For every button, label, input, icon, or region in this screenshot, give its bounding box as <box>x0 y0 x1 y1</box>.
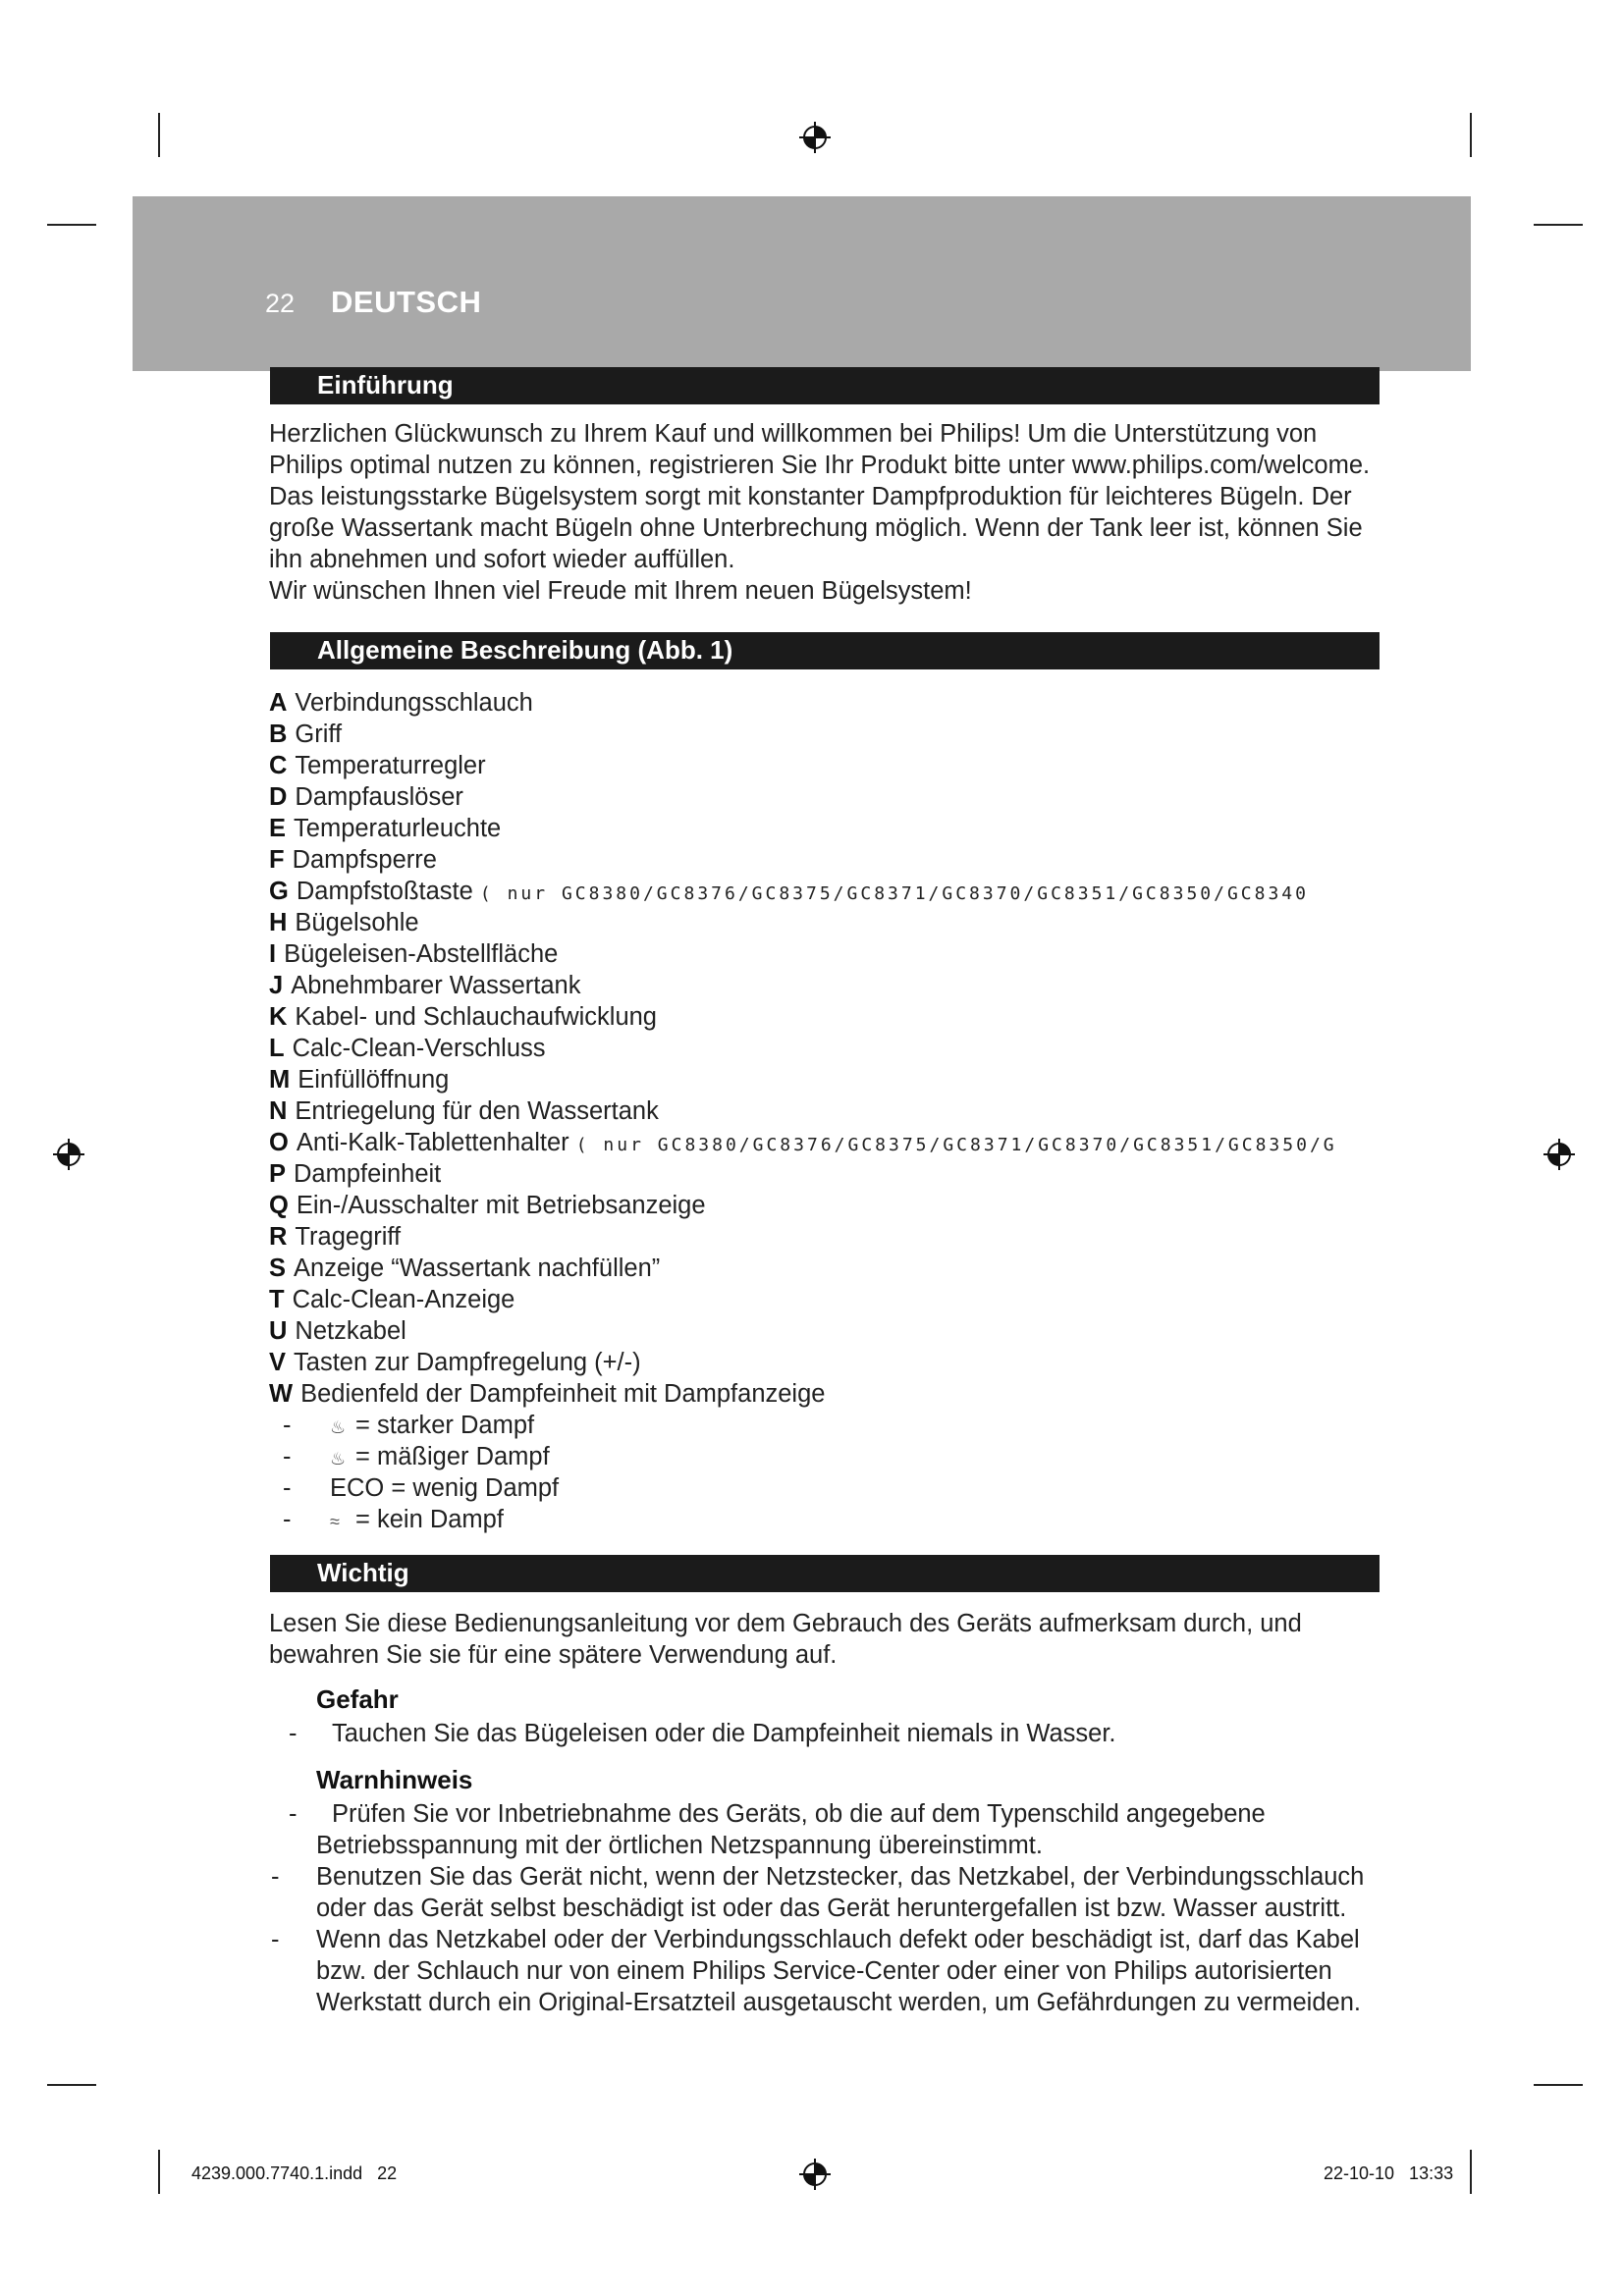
crop-mark-right-upper <box>1534 224 1583 226</box>
warning-bullet <box>289 1798 1266 1861</box>
item-text: Verbindungsschlauch <box>295 689 533 717</box>
warning-bullet <box>271 1861 1365 1924</box>
steam-indicator-list <box>283 1410 559 1535</box>
item-text: Dampfauslöser <box>295 783 463 811</box>
parts-list <box>269 687 1604 1410</box>
list-item <box>269 1033 1604 1064</box>
item-key: C <box>269 752 288 779</box>
item-key: O <box>269 1129 289 1156</box>
text-line: Betriebsspannung mit der örtlichen Netzspannung übereinstimmt. <box>316 1832 1043 1859</box>
item-text: Anzeige “Wassertank nachfüllen” <box>294 1255 661 1282</box>
steam-none-icon: ≈ <box>330 1512 340 1531</box>
list-item <box>269 1221 1604 1253</box>
item-key: U <box>269 1317 288 1345</box>
item-text: ECO = wenig Dampf <box>330 1474 560 1502</box>
item-text: Anti-Kalk-Tablettenhalter <box>296 1129 569 1156</box>
item-text: Einfüllöffnung <box>298 1066 450 1094</box>
item-key: Q <box>269 1192 289 1219</box>
text-line: Werkstatt durch ein Original-Ersatzteil ausgetauscht werden, um Gefährdungen zu vermeiden. <box>316 1989 1361 2016</box>
crop-mark-bottom-right <box>1470 2150 1472 2194</box>
list-dash: - <box>271 1863 280 1891</box>
item-text: Tasten zur Dampfregelung (+/-) <box>294 1349 641 1376</box>
steam-medium-icon: ♨ <box>330 1449 347 1468</box>
item-key: R <box>269 1223 288 1251</box>
warning-heading: Warnhinweis <box>316 1765 473 1794</box>
section-title: Einführung <box>317 370 454 400</box>
item-key: W <box>269 1380 294 1408</box>
list-item <box>269 719 1604 750</box>
list-item <box>269 1347 1604 1378</box>
item-text: Dampfeinheit <box>294 1160 442 1188</box>
intro-paragraph <box>269 418 1398 607</box>
list-item <box>269 1127 1604 1158</box>
list-item <box>269 907 1604 938</box>
list-item <box>269 813 1604 844</box>
item-text: Griff <box>295 721 343 748</box>
item-key: T <box>269 1286 285 1313</box>
item-key: E <box>269 815 287 842</box>
list-item <box>269 1315 1604 1347</box>
crop-mark-right-lower <box>1534 2084 1583 2086</box>
item-text: Entriegelung für den Wassertank <box>295 1097 659 1125</box>
item-key: H <box>269 909 288 936</box>
text-line: Das leistungsstarke Bügelsystem sorgt mit konstanter Dampfproduktion für leichteres Bügeln. Der <box>269 483 1352 510</box>
item-text: Abnehmbarer Wassertank <box>291 972 581 999</box>
list-item <box>269 1001 1604 1033</box>
section-title: Allgemeine Beschreibung (Abb. 1) <box>317 635 733 665</box>
section-heading-important <box>270 1555 1380 1592</box>
item-text: Tragegriff <box>295 1223 402 1251</box>
item-key: B <box>269 721 288 748</box>
item-key: V <box>269 1349 287 1376</box>
list-item <box>269 1378 1604 1410</box>
item-text: Ein-/Ausschalter mit Betriebsanzeige <box>296 1192 706 1219</box>
item-key: S <box>269 1255 287 1282</box>
registration-mark-icon <box>797 2157 833 2192</box>
crop-mark-top-left <box>158 113 160 157</box>
language-title: DEUTSCH <box>331 285 482 319</box>
text-line: Benutzen Sie das Gerät nicht, wenn der Netzstecker, das Netzkabel, der Verbindungsschlauch <box>316 1863 1365 1891</box>
list-dash: - <box>283 1443 292 1470</box>
warning-bullet <box>271 1924 1361 2018</box>
list-dash: - <box>289 1800 298 1828</box>
text-line: Wir wünschen Ihnen viel Freude mit Ihrem neuen Bügelsystem! <box>269 577 972 605</box>
list-item <box>269 1190 1604 1221</box>
item-key: G <box>269 878 289 905</box>
item-model-note: ( nur GC8380/GC8376/GC8375/GC8371/GC8370/GC8351/GC8350/G <box>575 1135 1337 1155</box>
item-text: Temperaturleuchte <box>294 815 502 842</box>
steam-strong-icon: ♨ <box>330 1417 347 1437</box>
text-line: Philips optimal nutzen zu können, registrieren Sie Ihr Produkt bitte unter www.philips.com/welcome. <box>269 452 1371 479</box>
list-dash: - <box>283 1474 292 1502</box>
item-text: Bedienfeld der Dampfeinheit mit Dampfanzeige <box>300 1380 826 1408</box>
footer-date: 22-10-10 13:33 <box>1324 2163 1454 2183</box>
item-key: K <box>269 1003 288 1031</box>
list-item <box>283 1504 559 1535</box>
text-line: Wenn das Netzkabel oder der Verbindungsschlauch defekt oder beschädigt ist, darf das Kabel <box>316 1926 1360 1953</box>
text-line: große Wassertank macht Bügeln ohne Unterbrechung möglich. Wenn der Tank leer ist, können Sie <box>269 514 1363 542</box>
list-dash: - <box>283 1412 292 1439</box>
item-text: Dampfstoßtaste <box>296 878 473 905</box>
list-item <box>269 1284 1604 1315</box>
text-line: bzw. der Schlauch nur von einem Philips Service-Center oder einer von Philips autorisierten <box>316 1957 1332 1985</box>
item-model-note: ( nur GC8380/GC8376/GC8375/GC8371/GC8370/GC8351/GC8350/GC8340 <box>479 883 1309 904</box>
list-item <box>269 844 1604 876</box>
text-line: Herzlichen Glückwunsch zu Ihrem Kauf und willkommen bei Philips! Um die Unterstützung von <box>269 420 1318 448</box>
important-paragraph <box>269 1608 1398 1671</box>
list-dash: - <box>271 1926 280 1953</box>
item-key: D <box>269 783 288 811</box>
item-key: A <box>269 689 288 717</box>
list-dash: - <box>289 1720 298 1747</box>
list-item <box>269 1064 1604 1095</box>
item-text: Bügeleisen-Abstellfläche <box>284 940 559 968</box>
item-text: Temperaturregler <box>295 752 486 779</box>
list-item <box>283 1410 559 1441</box>
crop-mark-top-right <box>1470 113 1472 157</box>
list-item <box>269 1158 1604 1190</box>
item-key: N <box>269 1097 288 1125</box>
list-item <box>283 1441 559 1472</box>
danger-heading: Gefahr <box>316 1684 399 1714</box>
section-heading-description <box>270 632 1380 669</box>
item-text: = kein Dampf <box>355 1506 504 1533</box>
text-line: ihn abnehmen und sofort wieder auffüllen. <box>269 546 735 573</box>
item-key: F <box>269 846 285 874</box>
registration-mark-icon <box>51 1137 86 1172</box>
crop-mark-left-lower <box>47 2084 96 2086</box>
text-line: oder das Gerät selbst beschädigt ist oder das Gerät heruntergefallen ist bzw. Wasser austritt. <box>316 1895 1347 1922</box>
item-key: J <box>269 972 284 999</box>
text-line: Prüfen Sie vor Inbetriebnahme des Geräts, ob die auf dem Typenschild angegebene <box>332 1800 1266 1828</box>
list-item <box>269 781 1604 813</box>
item-key: I <box>269 940 277 968</box>
header-band <box>133 196 1471 371</box>
page-number: 22 <box>265 289 296 318</box>
item-text: Calc-Clean-Verschluss <box>292 1035 546 1062</box>
crop-mark-bottom-left <box>158 2150 160 2194</box>
section-heading-intro <box>270 367 1380 404</box>
text-line: Tauchen Sie das Bügeleisen oder die Dampfeinheit niemals in Wasser. <box>332 1720 1116 1747</box>
registration-mark-icon <box>797 120 833 155</box>
list-item <box>283 1472 559 1504</box>
item-text: Kabel- und Schlauchaufwicklung <box>295 1003 657 1031</box>
item-text: Netzkabel <box>295 1317 406 1345</box>
text-line: Lesen Sie diese Bedienungsanleitung vor dem Gebrauch des Geräts aufmerksam durch, und <box>269 1610 1302 1637</box>
list-item <box>269 938 1604 970</box>
list-item <box>269 970 1604 1001</box>
list-item <box>269 1095 1604 1127</box>
list-dash: - <box>283 1506 292 1533</box>
footer-file-info: 4239.000.7740.1.indd 22 <box>191 2163 398 2183</box>
item-text: Dampfsperre <box>292 846 437 874</box>
item-key: M <box>269 1066 291 1094</box>
text-line: bewahren Sie sie für eine spätere Verwendung auf. <box>269 1641 838 1669</box>
item-text: Calc-Clean-Anzeige <box>292 1286 515 1313</box>
section-title: Wichtig <box>317 1558 409 1587</box>
item-text: = starker Dampf <box>355 1412 535 1439</box>
list-item <box>269 1253 1604 1284</box>
danger-bullet <box>289 1718 1116 1749</box>
crop-mark-left-upper <box>47 224 96 226</box>
list-item <box>269 687 1604 719</box>
list-item <box>269 876 1604 907</box>
list-item <box>269 750 1604 781</box>
item-key: L <box>269 1035 285 1062</box>
item-text: = mäßiger Dampf <box>355 1443 550 1470</box>
item-text: Bügelsohle <box>295 909 419 936</box>
item-key: P <box>269 1160 287 1188</box>
